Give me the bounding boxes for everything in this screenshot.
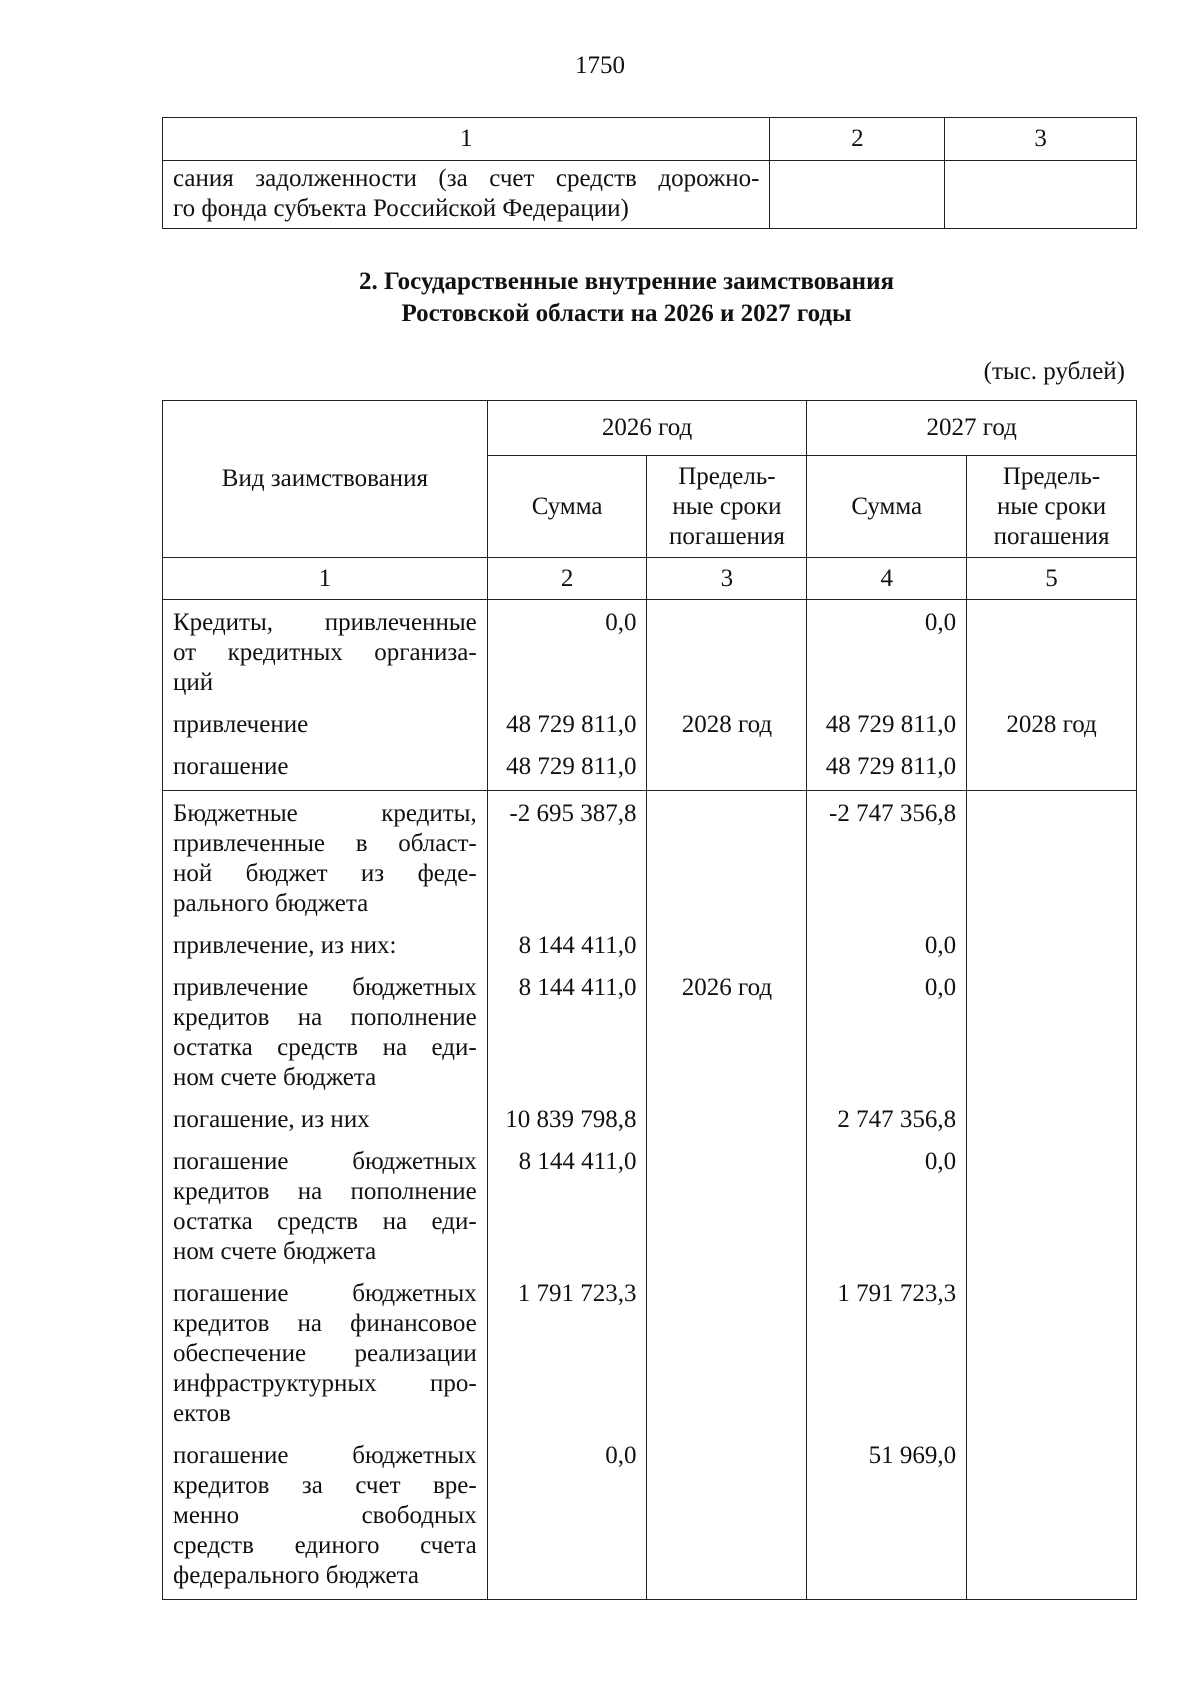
sub-row	[488, 1105, 637, 1135]
amount-value: 0,0	[605, 609, 637, 636]
header-row	[163, 401, 1137, 456]
borrowing-type-cell	[163, 600, 488, 791]
sub-row	[807, 931, 956, 961]
text-line: погашение бюджетных	[173, 1148, 477, 1175]
sub-row	[488, 1147, 637, 1267]
amount-value: 0,0	[924, 974, 957, 1001]
header-term-line: погашения	[993, 522, 1110, 550]
continuation-text	[163, 161, 770, 229]
text-line: федерального бюджета	[173, 1562, 419, 1589]
text-line: инфраструктурных про-	[173, 1370, 477, 1397]
section-title	[0, 266, 1200, 330]
amount-value: -2 695 387,8	[509, 800, 637, 827]
text-line: ном счете бюджета	[173, 1064, 377, 1091]
sub-row	[647, 973, 806, 1093]
borrowing-type-cell	[163, 791, 488, 1600]
header-term-line: Предель-	[1002, 462, 1101, 490]
amount-value: 51 969,0	[868, 1442, 957, 1469]
borrowings-table	[162, 400, 1137, 1600]
title-line: Ростовской области на 2026 и 2027 годы	[401, 300, 852, 327]
sub-row	[967, 973, 1136, 1093]
amount-value: 48 729 811,0	[506, 753, 637, 780]
sub-row	[807, 710, 956, 740]
amount-cell	[487, 791, 647, 1600]
sub-row	[647, 1441, 806, 1591]
text-line: ной бюджет из феде-	[173, 860, 477, 887]
header-year-2026: 2026 год	[487, 401, 807, 456]
term-cell	[647, 791, 807, 1600]
amount-value: 0,0	[924, 609, 957, 636]
sub-row	[488, 1441, 637, 1591]
header-year-2027: 2027 год	[807, 401, 1137, 456]
sub-row	[163, 973, 487, 1093]
text-line: кредитов за счет вре-	[173, 1472, 477, 1499]
column-number: 1	[163, 558, 488, 600]
amount-cell	[807, 791, 967, 1600]
term-value: 2028 год	[1006, 711, 1097, 738]
text-line: рального бюджета	[173, 890, 369, 917]
units-label: (тыс. рублей)	[983, 358, 1125, 385]
sub-row	[647, 1147, 806, 1267]
empty-cell	[770, 161, 945, 229]
amount-value: 1 791 723,3	[517, 1280, 637, 1307]
sub-row	[967, 608, 1136, 698]
page-number: 1750	[575, 52, 625, 79]
text-line: кредитов на финансовое	[173, 1310, 477, 1337]
sub-row	[647, 931, 806, 961]
table-row	[163, 791, 1137, 1600]
header-sum: Сумма	[807, 456, 967, 558]
sub-row	[807, 1105, 956, 1135]
column-number: 3	[945, 118, 1137, 161]
amount-value: 2 747 356,8	[837, 1106, 957, 1133]
text-line: ций	[173, 669, 214, 696]
amount-value: 10 839 798,8	[505, 1106, 637, 1133]
text-line: средств единого счета	[173, 1532, 477, 1559]
sub-row	[647, 1279, 806, 1429]
amount-value: 48 729 811,0	[825, 753, 957, 780]
column-number-row	[163, 558, 1137, 600]
sub-row	[647, 608, 806, 698]
header-term-line: Предель-	[678, 462, 776, 490]
text-line: го фонда субъекта Российской Федерации)	[173, 195, 629, 222]
sub-row	[163, 1279, 487, 1429]
sub-row	[488, 931, 637, 961]
text-line: Бюджетные кредиты,	[173, 800, 477, 827]
header-term	[967, 456, 1137, 558]
table-row	[163, 600, 1137, 791]
amount-value: 8 144 411,0	[518, 1148, 637, 1175]
sub-row	[807, 973, 956, 1093]
amount-value: 48 729 811,0	[825, 711, 957, 738]
text-line: погашение бюджетных	[173, 1442, 477, 1469]
sub-row	[488, 973, 637, 1093]
text-line: погашение бюджетных	[173, 1280, 477, 1307]
sub-row	[647, 799, 806, 919]
sub-row	[163, 752, 487, 782]
sub-row	[488, 710, 637, 740]
text-line: погашение, из них	[173, 1106, 370, 1133]
text-line: привлечение бюджетных	[173, 974, 477, 1001]
sub-row	[163, 1147, 487, 1267]
text-line: сания задолженности (за счет средств дорожно-	[173, 165, 760, 192]
sub-row	[163, 710, 487, 740]
sub-row	[807, 1279, 956, 1429]
term-cell	[967, 600, 1137, 791]
term-value: 2028 год	[681, 711, 773, 738]
header-sum: Сумма	[487, 456, 647, 558]
amount-cell	[487, 600, 647, 791]
text-line: кредитов на пополнение	[173, 1178, 477, 1205]
text-line: ном счете бюджета	[173, 1238, 377, 1265]
text-line: погашение	[173, 753, 289, 780]
term-cell	[967, 791, 1137, 1600]
text-line: Кредиты, привлеченные	[173, 609, 477, 636]
column-number: 2	[487, 558, 647, 600]
sub-row	[163, 931, 487, 961]
text-line: остатка средств на еди-	[173, 1034, 477, 1061]
sub-row	[488, 752, 637, 782]
text-line: ектов	[173, 1400, 231, 1427]
sub-row	[807, 1441, 956, 1591]
title-line: 2. Государственные внутренние заимствования	[358, 268, 895, 295]
column-number: 5	[967, 558, 1137, 600]
sub-row	[807, 752, 956, 782]
sub-row	[967, 1279, 1136, 1429]
sub-row	[488, 608, 637, 698]
amount-value: 48 729 811,0	[506, 711, 637, 738]
term-cell	[647, 600, 807, 791]
sub-row	[967, 1147, 1136, 1267]
table-header-row	[163, 118, 1137, 161]
sub-row	[967, 799, 1136, 919]
text-line: кредитов на пополнение	[173, 1004, 477, 1031]
empty-cell	[945, 161, 1137, 229]
sub-row	[163, 1441, 487, 1591]
text-line: обеспечение реализации	[173, 1340, 477, 1367]
amount-value: 0,0	[924, 932, 957, 959]
sub-row	[967, 752, 1136, 782]
column-number: 2	[770, 118, 945, 161]
text-line: остатка средств на еди-	[173, 1208, 477, 1235]
column-number: 4	[807, 558, 967, 600]
sub-row	[647, 710, 806, 740]
term-value: 2026 год	[681, 974, 773, 1001]
amount-value: 0,0	[924, 1148, 957, 1175]
sub-row	[807, 1147, 956, 1267]
sub-row	[807, 608, 956, 698]
amount-value: 0,0	[605, 1442, 637, 1469]
sub-row	[647, 1105, 806, 1135]
column-number: 1	[163, 118, 770, 161]
sub-row	[163, 608, 487, 698]
text-line: привлеченные в област-	[173, 830, 477, 857]
text-line: привлечение	[173, 711, 309, 738]
header-term	[647, 456, 807, 558]
sub-row	[967, 1105, 1136, 1135]
text-line: менно свободных	[173, 1502, 477, 1529]
sub-row	[163, 1105, 487, 1135]
column-number: 3	[647, 558, 807, 600]
amount-value: 8 144 411,0	[518, 974, 637, 1001]
text-line: привлечение, из них:	[173, 932, 397, 959]
header-term-line: погашения	[668, 522, 785, 550]
header-type: Вид заимствования	[163, 401, 488, 558]
sub-row	[163, 799, 487, 919]
amount-value: -2 747 356,8	[829, 800, 957, 827]
sub-row	[967, 710, 1136, 740]
sub-row	[967, 1441, 1136, 1591]
text-line: от кредитных организа-	[173, 639, 477, 666]
sub-row	[488, 799, 637, 919]
sub-row	[967, 931, 1136, 961]
amount-value: 8 144 411,0	[518, 932, 637, 959]
sub-row	[647, 752, 806, 782]
amount-cell	[807, 600, 967, 791]
amount-value: 1 791 723,3	[837, 1280, 957, 1307]
sub-row	[488, 1279, 637, 1429]
table-row	[163, 161, 1137, 229]
continuation-table	[162, 117, 1137, 229]
header-term-line: ные сроки	[672, 492, 782, 520]
header-term-line: ные сроки	[996, 492, 1107, 520]
sub-row	[807, 799, 956, 919]
